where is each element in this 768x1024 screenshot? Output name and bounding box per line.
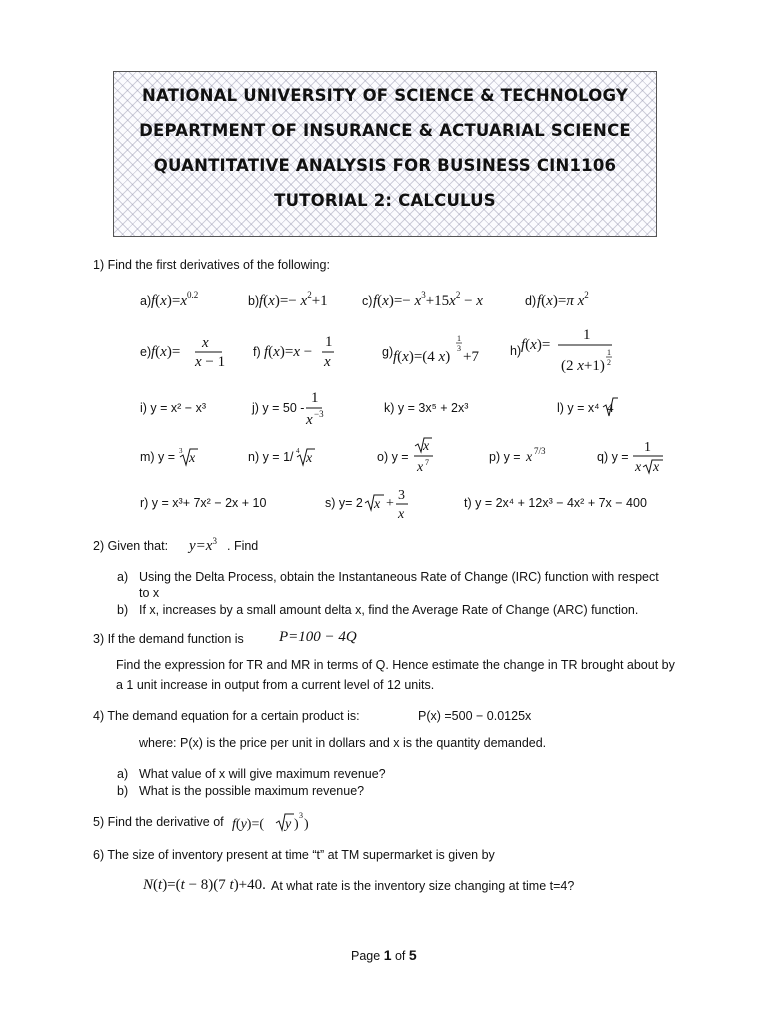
q1-eq-b: $f(x)=- x^2+1$: [259, 290, 328, 309]
q2-a-text: Using the Delta Process, obtain the Instantaneous Rate of Change (IRC) function with respect: [139, 570, 659, 584]
q4-where: where: P(x) is the price per unit in dollars and x is the quantity demanded.: [139, 736, 547, 750]
q5-equation: [232, 808, 312, 836]
q2-a-label: a): [117, 570, 129, 584]
q1-eq-e: f(x)=: [151, 344, 181, 360]
q1-item-s: s) y= 2: [325, 496, 363, 510]
q1-row-il: [0, 386, 768, 430]
svg-text:x: x: [189, 451, 196, 466]
svg-text:1: 1: [311, 390, 319, 406]
svg-text:+: +: [386, 496, 394, 511]
q1-label-e: e): [140, 345, 152, 359]
q1-item-r: r) y = x³+ 7x² − 2x + 10: [140, 496, 267, 510]
q1-row-mq: [0, 434, 768, 480]
q1-item-n: n) y = 1/: [248, 450, 294, 464]
svg-text:f(y)=(: f(y)=(: [232, 817, 265, 832]
svg-text:1: 1: [457, 334, 461, 343]
svg-text:x: x: [635, 460, 642, 475]
q1-eq-g: f(x)=(4 x): [393, 349, 451, 365]
q3-prompt: 3) If the demand function is: [93, 632, 244, 646]
svg-text:x: x: [306, 412, 313, 428]
q1-row-rt: [0, 482, 768, 526]
svg-text:x: x: [417, 460, 424, 475]
svg-text:x: x: [306, 451, 313, 466]
q4-b-text: What is the possible maximum revenue?: [139, 784, 365, 798]
svg-text:x: x: [423, 439, 430, 454]
svg-text:(2 x+1): (2 x+1): [561, 358, 605, 374]
q3-text: Find the expression for TR and MR in terms of Q. Hence estimate the change in TR brought about by a 1 unit increase in output from a current level of 12 units.: [116, 658, 675, 692]
q1-label-d: d): [525, 294, 537, 308]
svg-text:): ): [304, 817, 309, 832]
q6-tail: At what rate is the inventory size changing at time t=4?: [271, 879, 575, 893]
q2-a-text2: to x: [139, 586, 160, 600]
q2-find: . Find: [227, 539, 259, 553]
svg-text:x: x: [374, 497, 381, 512]
q1-item-i: i) y = x² − x³: [140, 401, 206, 415]
q4-a-text: What value of x will give maximum revenue?: [139, 767, 386, 781]
svg-text:1: 1: [644, 440, 651, 455]
q1-eq-a: $f(x)=x^{0.2}$: [151, 290, 199, 309]
tutorial-title: TUTORIAL 2: CALCULUS: [274, 191, 496, 210]
q1-item-o: o) y =: [377, 450, 409, 464]
q1-label-b: b): [248, 294, 260, 308]
q1-row-eh: [0, 326, 768, 376]
svg-text:4: 4: [296, 447, 300, 455]
q3-equation: P=100 − 4Q: [279, 629, 357, 645]
svg-text:2: 2: [607, 358, 611, 367]
svg-text:x: x: [324, 354, 331, 370]
svg-text:1: 1: [325, 334, 333, 350]
svg-text:x: x: [202, 335, 209, 351]
svg-text:x − 1: x − 1: [195, 354, 226, 370]
course-title: QUANTITATIVE ANALYSIS FOR BUSINESS CIN1106: [153, 156, 617, 175]
q1-item-t: t) y = 2x⁴ + 12x³ − 4x² + 7x − 400: [464, 496, 647, 510]
q4-a-label: a): [117, 767, 129, 781]
q1-row-ad: [0, 285, 768, 317]
q2-b-label: b): [117, 603, 129, 617]
q2-b-text: If x, increases by a small amount delta x, find the Average Rate of Change (ARC) function.: [139, 603, 639, 617]
footer-page-word: Page: [351, 949, 381, 963]
svg-text:3: 3: [179, 447, 183, 455]
q5-prompt: 5) Find the derivative of: [93, 815, 224, 829]
q1-item-j: j) y = 50 -: [252, 401, 305, 415]
svg-text:7/3: 7/3: [534, 446, 546, 456]
q4-prompt: 4) The demand equation for a certain product is:: [93, 709, 360, 723]
q1-item-p: p) y =: [489, 450, 521, 464]
q2-prompt: 2) Given that:: [93, 539, 169, 553]
q6-equation: N(t)=(t − 8)(7 t)+40.: [143, 877, 266, 893]
q1-label-h: h): [510, 344, 522, 358]
q1-eq-d: f(x)=π $x^2$: [537, 290, 589, 309]
q1-item-q: q) y =: [597, 450, 629, 464]
q1-label-g: g): [382, 345, 394, 359]
q2-equation: $y=x^3$: [189, 536, 217, 554]
q1-label-c: c): [362, 294, 373, 308]
footer-page-number: 1: [383, 947, 392, 963]
footer-total-pages: 5: [408, 947, 417, 963]
q1-prompt: 1) Find the first derivatives of the following:: [93, 258, 330, 272]
q1-eq-f: f(x)=x −: [264, 344, 313, 360]
footer-of-word: of: [394, 949, 406, 963]
q6-prompt: 6) The size of inventory present at time “t” at TM supermarket is given by: [93, 848, 495, 862]
q1-eq-h: f(x)=: [521, 337, 551, 353]
svg-text:1: 1: [583, 327, 591, 343]
svg-text:+7: +7: [463, 349, 479, 365]
university-name: NATIONAL UNIVERSITY OF SCIENCE & TECHNOLOGY: [141, 86, 629, 105]
q1-item-k: k) y = 3x⁵ + 2x³: [384, 401, 469, 415]
svg-text:3: 3: [457, 344, 461, 353]
svg-text:x: x: [398, 507, 405, 522]
svg-text:4: 4: [607, 400, 614, 415]
svg-text:3: 3: [398, 488, 405, 503]
q1-eq-c: $f(x)=- x^3+15x^2 - x$: [373, 290, 483, 309]
department-name: DEPARTMENT OF INSURANCE & ACTUARIAL SCIENCE: [139, 121, 631, 140]
q4-equation: P(x) =500 − 0.0125x: [418, 709, 532, 723]
svg-text:y: y: [285, 817, 292, 832]
svg-text:x: x: [653, 460, 660, 475]
q1-item-l: l) y = x⁴: [557, 401, 600, 415]
svg-text:3: 3: [299, 811, 303, 820]
svg-text:): ): [294, 817, 299, 832]
q1-label-a: a): [140, 294, 152, 308]
page-footer: [351, 947, 417, 963]
svg-text:7: 7: [425, 458, 429, 467]
svg-text:−3: −3: [314, 409, 324, 419]
svg-text:1: 1: [607, 348, 611, 357]
q4-b-label: b): [117, 784, 129, 798]
q1-item-m: m) y =: [140, 450, 176, 464]
svg-text:x: x: [526, 450, 533, 465]
q1-label-f: f): [253, 345, 261, 359]
title-box: [113, 71, 657, 237]
